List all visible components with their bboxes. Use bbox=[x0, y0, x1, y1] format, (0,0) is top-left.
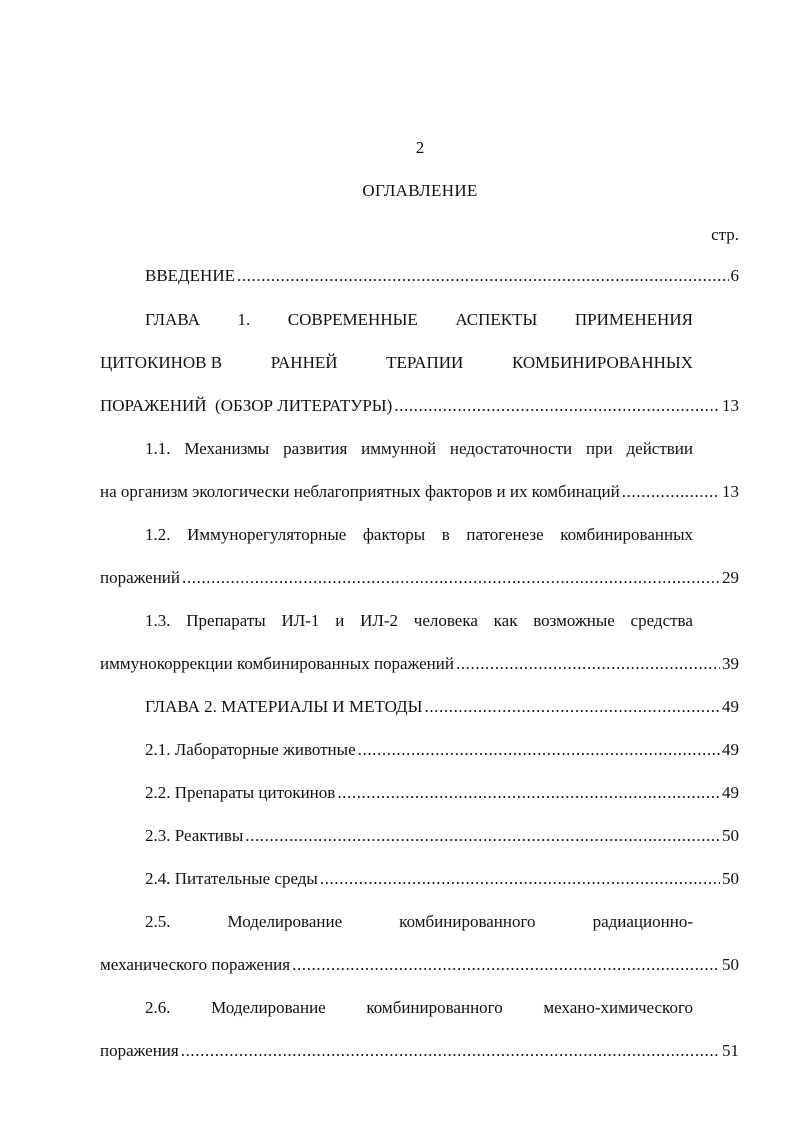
toc-entry-text: ПОРАЖЕНИЙ (ОБЗОР ЛИТЕРАТУРЫ) bbox=[100, 396, 393, 415]
toc-entry-text: 2.3. Реактивы bbox=[145, 826, 244, 845]
toc-entry-1-1-line1[interactable] bbox=[145, 439, 693, 461]
toc-entry-text: ГЛАВА 2. МАТЕРИАЛЫ И МЕТОДЫ bbox=[145, 697, 423, 716]
toc-word: ЦИТОКИНОВ В bbox=[100, 353, 223, 372]
toc-word: КОМБИНИРОВАННЫХ bbox=[511, 353, 693, 372]
toc-entry-2-4[interactable] bbox=[145, 869, 739, 891]
toc-entry-1-3-line2[interactable] bbox=[100, 654, 739, 676]
toc-entry-chapter1-line1[interactable] bbox=[145, 310, 693, 332]
toc-entry-page: 49 bbox=[722, 697, 739, 716]
toc-entry-text: ВВЕДЕНИЕ bbox=[145, 266, 235, 285]
toc-word: ИЛ-2 bbox=[360, 611, 399, 630]
toc-word: Моделирование bbox=[227, 912, 343, 931]
toc-word: 1. bbox=[237, 310, 251, 329]
toc-entry-chapter2[interactable] bbox=[145, 697, 739, 719]
toc-entry-page: 49 bbox=[722, 783, 739, 802]
toc-entry-page: 50 bbox=[722, 955, 739, 974]
page-number: 2 bbox=[415, 138, 425, 157]
toc-word: человека bbox=[413, 611, 478, 630]
toc-entry-text: 2.1. Лабораторные животные bbox=[145, 740, 356, 759]
toc-entry-2-6-line1[interactable] bbox=[145, 998, 693, 1020]
toc-entry-text: 2.4. Питательные среды bbox=[145, 869, 318, 888]
toc-leader-dots bbox=[358, 740, 720, 760]
toc-entry-chapter1-line2[interactable] bbox=[100, 353, 693, 375]
page-title: ОГЛАВЛЕНИЕ bbox=[362, 181, 478, 200]
toc-leader-dots bbox=[424, 697, 720, 717]
toc-entry-2-1[interactable] bbox=[145, 740, 739, 762]
toc-leader-dots bbox=[292, 955, 720, 975]
toc-entry-page: 6 bbox=[730, 266, 739, 285]
toc-word: 2.6. bbox=[145, 998, 171, 1017]
toc-entry-2-3[interactable] bbox=[145, 826, 739, 848]
toc-entry-page: 39 bbox=[722, 654, 739, 673]
toc-word: ПРИМЕНЕНИЯ bbox=[574, 310, 693, 329]
toc-leader-dots bbox=[622, 482, 720, 502]
toc-word: комбинированного bbox=[399, 912, 536, 931]
toc-entry-1-1-line2[interactable] bbox=[100, 482, 739, 504]
toc-word: ИЛ-1 bbox=[281, 611, 320, 630]
toc-word: ГЛАВА bbox=[145, 310, 200, 329]
toc-entry-2-5-line1[interactable] bbox=[145, 912, 693, 934]
toc-entry-text: иммунокоррекции комбинированных поражений bbox=[100, 654, 454, 673]
toc-word: радиационно- bbox=[592, 912, 693, 931]
toc-entry-1-2-line2[interactable] bbox=[100, 568, 739, 590]
toc-entry-page: 51 bbox=[722, 1041, 739, 1060]
toc-word: СОВРЕМЕННЫЕ bbox=[287, 310, 418, 329]
toc-entry-1-2-line1[interactable] bbox=[145, 525, 693, 547]
toc-word: возможные bbox=[533, 611, 615, 630]
toc-word: комбинированного bbox=[366, 998, 503, 1017]
toc-entry-text: поражения bbox=[100, 1041, 179, 1060]
toc-word: ТЕРАПИИ bbox=[386, 353, 464, 372]
toc-word: Препараты bbox=[186, 611, 266, 630]
toc-entry-page: 13 bbox=[722, 396, 739, 415]
toc-leader-dots bbox=[456, 654, 720, 674]
toc-word: и bbox=[335, 611, 345, 630]
toc-entry-text: 1.1. Механизмы развития иммунной недостаточности при действии bbox=[145, 439, 693, 458]
toc-entry-2-5-line2[interactable] bbox=[100, 955, 739, 977]
toc-leader-dots bbox=[394, 396, 720, 416]
toc-word: 2.5. bbox=[145, 912, 171, 931]
toc-word: механо-химического bbox=[543, 998, 693, 1017]
toc-entry-page: 50 bbox=[722, 826, 739, 845]
toc-leader-dots bbox=[245, 826, 720, 846]
toc-leader-dots bbox=[237, 266, 729, 286]
toc-entry-page: 13 bbox=[722, 482, 739, 501]
toc-entry-introduction[interactable] bbox=[145, 266, 739, 288]
toc-leader-dots bbox=[337, 783, 720, 803]
toc-word: как bbox=[493, 611, 518, 630]
toc-entry-text: на организм экологически неблагоприятных факторов и их комбинаций bbox=[100, 482, 620, 501]
page-column-label: стр. bbox=[711, 225, 739, 244]
toc-word: АСПЕКТЫ bbox=[455, 310, 538, 329]
toc-entry-page: 29 bbox=[722, 568, 739, 587]
toc-word: Моделирование bbox=[211, 998, 326, 1017]
toc-entry-text: механического поражения bbox=[100, 955, 291, 974]
toc-entry-text: 2.2. Препараты цитокинов bbox=[145, 783, 336, 802]
toc-entry-page: 50 bbox=[722, 869, 739, 888]
toc-word: РАННЕЙ bbox=[270, 353, 338, 372]
toc-entry-text: поражений bbox=[100, 568, 181, 587]
toc-entry-2-2[interactable] bbox=[145, 783, 739, 805]
toc-word: средства bbox=[630, 611, 693, 630]
toc-leader-dots bbox=[320, 869, 720, 889]
toc-entry-page: 49 bbox=[722, 740, 739, 759]
toc-leader-dots bbox=[181, 1041, 720, 1061]
toc-leader-dots bbox=[182, 568, 720, 588]
toc-entry-1-3-line1[interactable] bbox=[145, 611, 693, 633]
toc-entry-text: 1.2. Иммунорегуляторные факторы в патогенезе комбинированных bbox=[145, 525, 693, 544]
toc-entry-2-6-line2[interactable] bbox=[100, 1041, 739, 1063]
toc-entry-chapter1-line3[interactable] bbox=[100, 396, 739, 418]
toc-word: 1.3. bbox=[145, 611, 171, 630]
